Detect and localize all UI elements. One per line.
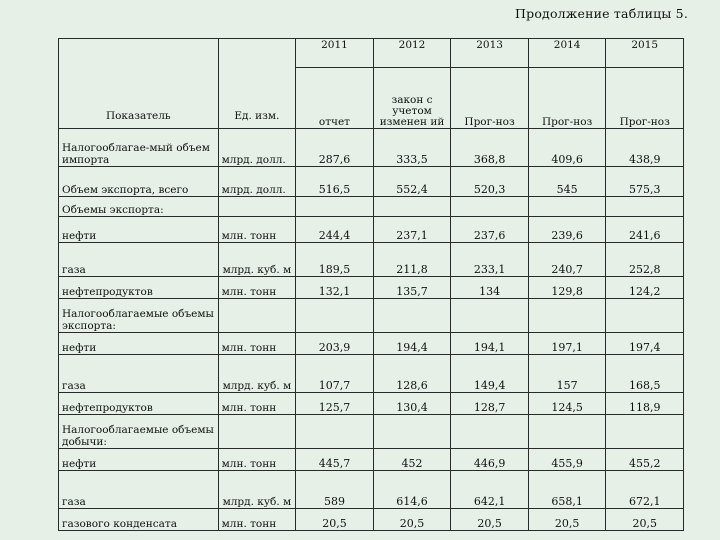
cell-value: 642,1 [451, 471, 529, 509]
section-row [59, 197, 684, 217]
cell-value: 20,5 [296, 509, 374, 531]
header-indicator: Показатель [59, 39, 219, 129]
cell-value: 157 [528, 355, 606, 393]
cell-value: 134 [451, 277, 529, 299]
table-row [59, 509, 684, 531]
row-label: Объем экспорта, всего [59, 167, 219, 197]
cell-value: 452 [373, 449, 451, 471]
row-label: нефти [59, 449, 219, 471]
table-row [59, 355, 684, 393]
cell-value: 135,7 [373, 277, 451, 299]
row-unit: млрд. куб. м [218, 471, 296, 509]
row-unit: млн. тонн [218, 393, 296, 415]
cell-value: 241,6 [606, 217, 684, 243]
row-unit: млн. тонн [218, 449, 296, 471]
header-sub-2014: Прог-ноз [528, 68, 606, 129]
header-sub-2013: Прог-ноз [451, 68, 529, 129]
section-label: Объемы экспорта: [59, 197, 219, 217]
header-sub-2011: отчет [296, 68, 374, 129]
cell-value: 189,5 [296, 243, 374, 277]
cell-value: 240,7 [528, 243, 606, 277]
cell-value: 455,2 [606, 449, 684, 471]
cell-value: 455,9 [528, 449, 606, 471]
cell-value: 149,4 [451, 355, 529, 393]
cell-value: 368,8 [451, 129, 529, 167]
cell-value: 197,1 [528, 333, 606, 355]
cell-value: 20,5 [451, 509, 529, 531]
row-label: нефтепродуктов [59, 277, 219, 299]
cell-value: 107,7 [296, 355, 374, 393]
row-label: газа [59, 243, 219, 277]
cell-value: 132,1 [296, 277, 374, 299]
header-year-2014: 2014 [528, 39, 606, 68]
cell-value: 124,5 [528, 393, 606, 415]
row-unit: млрд. долл. [218, 167, 296, 197]
cell-value: 237,6 [451, 217, 529, 243]
row-label: нефти [59, 333, 219, 355]
cell-value: 614,6 [373, 471, 451, 509]
cell-value: 129,8 [528, 277, 606, 299]
table-row [59, 333, 684, 355]
row-label: Налогооблагае-мый объем импорта [59, 129, 219, 167]
table-row [59, 449, 684, 471]
cell-value: 446,9 [451, 449, 529, 471]
section-label: Налогооблагаемые объемы добычи: [59, 415, 219, 449]
cell-value: 203,9 [296, 333, 374, 355]
table-caption: Продолжение таблицы 5. [515, 6, 688, 21]
cell-value: 658,1 [528, 471, 606, 509]
row-unit: млн. тонн [218, 509, 296, 531]
cell-value: 168,5 [606, 355, 684, 393]
cell-value: 194,4 [373, 333, 451, 355]
row-unit: млрд. куб. м [218, 243, 296, 277]
table-row [59, 471, 684, 509]
row-label: нефтепродуктов [59, 393, 219, 415]
row-unit: млн. тонн [218, 277, 296, 299]
row-label: газа [59, 471, 219, 509]
header-sub-2015: Прог-ноз [606, 68, 684, 129]
section-label: Налогооблагаемые объемы экспорта: [59, 299, 219, 333]
cell-value: 118,9 [606, 393, 684, 415]
cell-value: 20,5 [528, 509, 606, 531]
cell-value: 545 [528, 167, 606, 197]
cell-value: 130,4 [373, 393, 451, 415]
row-label: газа [59, 355, 219, 393]
cell-value: 128,6 [373, 355, 451, 393]
table-row [59, 277, 684, 299]
cell-value: 552,4 [373, 167, 451, 197]
cell-value: 211,8 [373, 243, 451, 277]
row-label: нефти [59, 217, 219, 243]
data-table [58, 38, 684, 531]
cell-value: 672,1 [606, 471, 684, 509]
cell-value: 287,6 [296, 129, 374, 167]
cell-value: 194,1 [451, 333, 529, 355]
cell-value: 125,7 [296, 393, 374, 415]
cell-value: 128,7 [451, 393, 529, 415]
cell-value: 233,1 [451, 243, 529, 277]
header-year-2011: 2011 [296, 39, 374, 68]
cell-value: 409,6 [528, 129, 606, 167]
row-unit: млрд. долл. [218, 129, 296, 167]
cell-value: 575,3 [606, 167, 684, 197]
cell-value: 516,5 [296, 167, 374, 197]
section-row [59, 415, 684, 449]
table-row [59, 393, 684, 415]
header-year-2013: 2013 [451, 39, 529, 68]
cell-value: 438,9 [606, 129, 684, 167]
cell-value: 333,5 [373, 129, 451, 167]
table-row [59, 243, 684, 277]
cell-value: 20,5 [373, 509, 451, 531]
row-unit: млн. тонн [218, 217, 296, 243]
cell-value: 589 [296, 471, 374, 509]
row-unit: млрд. куб. м [218, 355, 296, 393]
table-row [59, 217, 684, 243]
header-unit: Ед. изм. [218, 39, 296, 129]
cell-value: 520,3 [451, 167, 529, 197]
section-row [59, 299, 684, 333]
table-row [59, 129, 684, 167]
header-year-2015: 2015 [606, 39, 684, 68]
header-year-2012: 2012 [373, 39, 451, 68]
header-sub-2012: закон с учетом изменен ий [373, 68, 451, 129]
row-unit: млн. тонн [218, 333, 296, 355]
cell-value: 445,7 [296, 449, 374, 471]
cell-value: 237,1 [373, 217, 451, 243]
row-label: газового конденсата [59, 509, 219, 531]
header-row-years [59, 39, 684, 68]
cell-value: 124,2 [606, 277, 684, 299]
table-row [59, 167, 684, 197]
cell-value: 244,4 [296, 217, 374, 243]
cell-value: 252,8 [606, 243, 684, 277]
cell-value: 239,6 [528, 217, 606, 243]
cell-value: 197,4 [606, 333, 684, 355]
cell-value: 20,5 [606, 509, 684, 531]
